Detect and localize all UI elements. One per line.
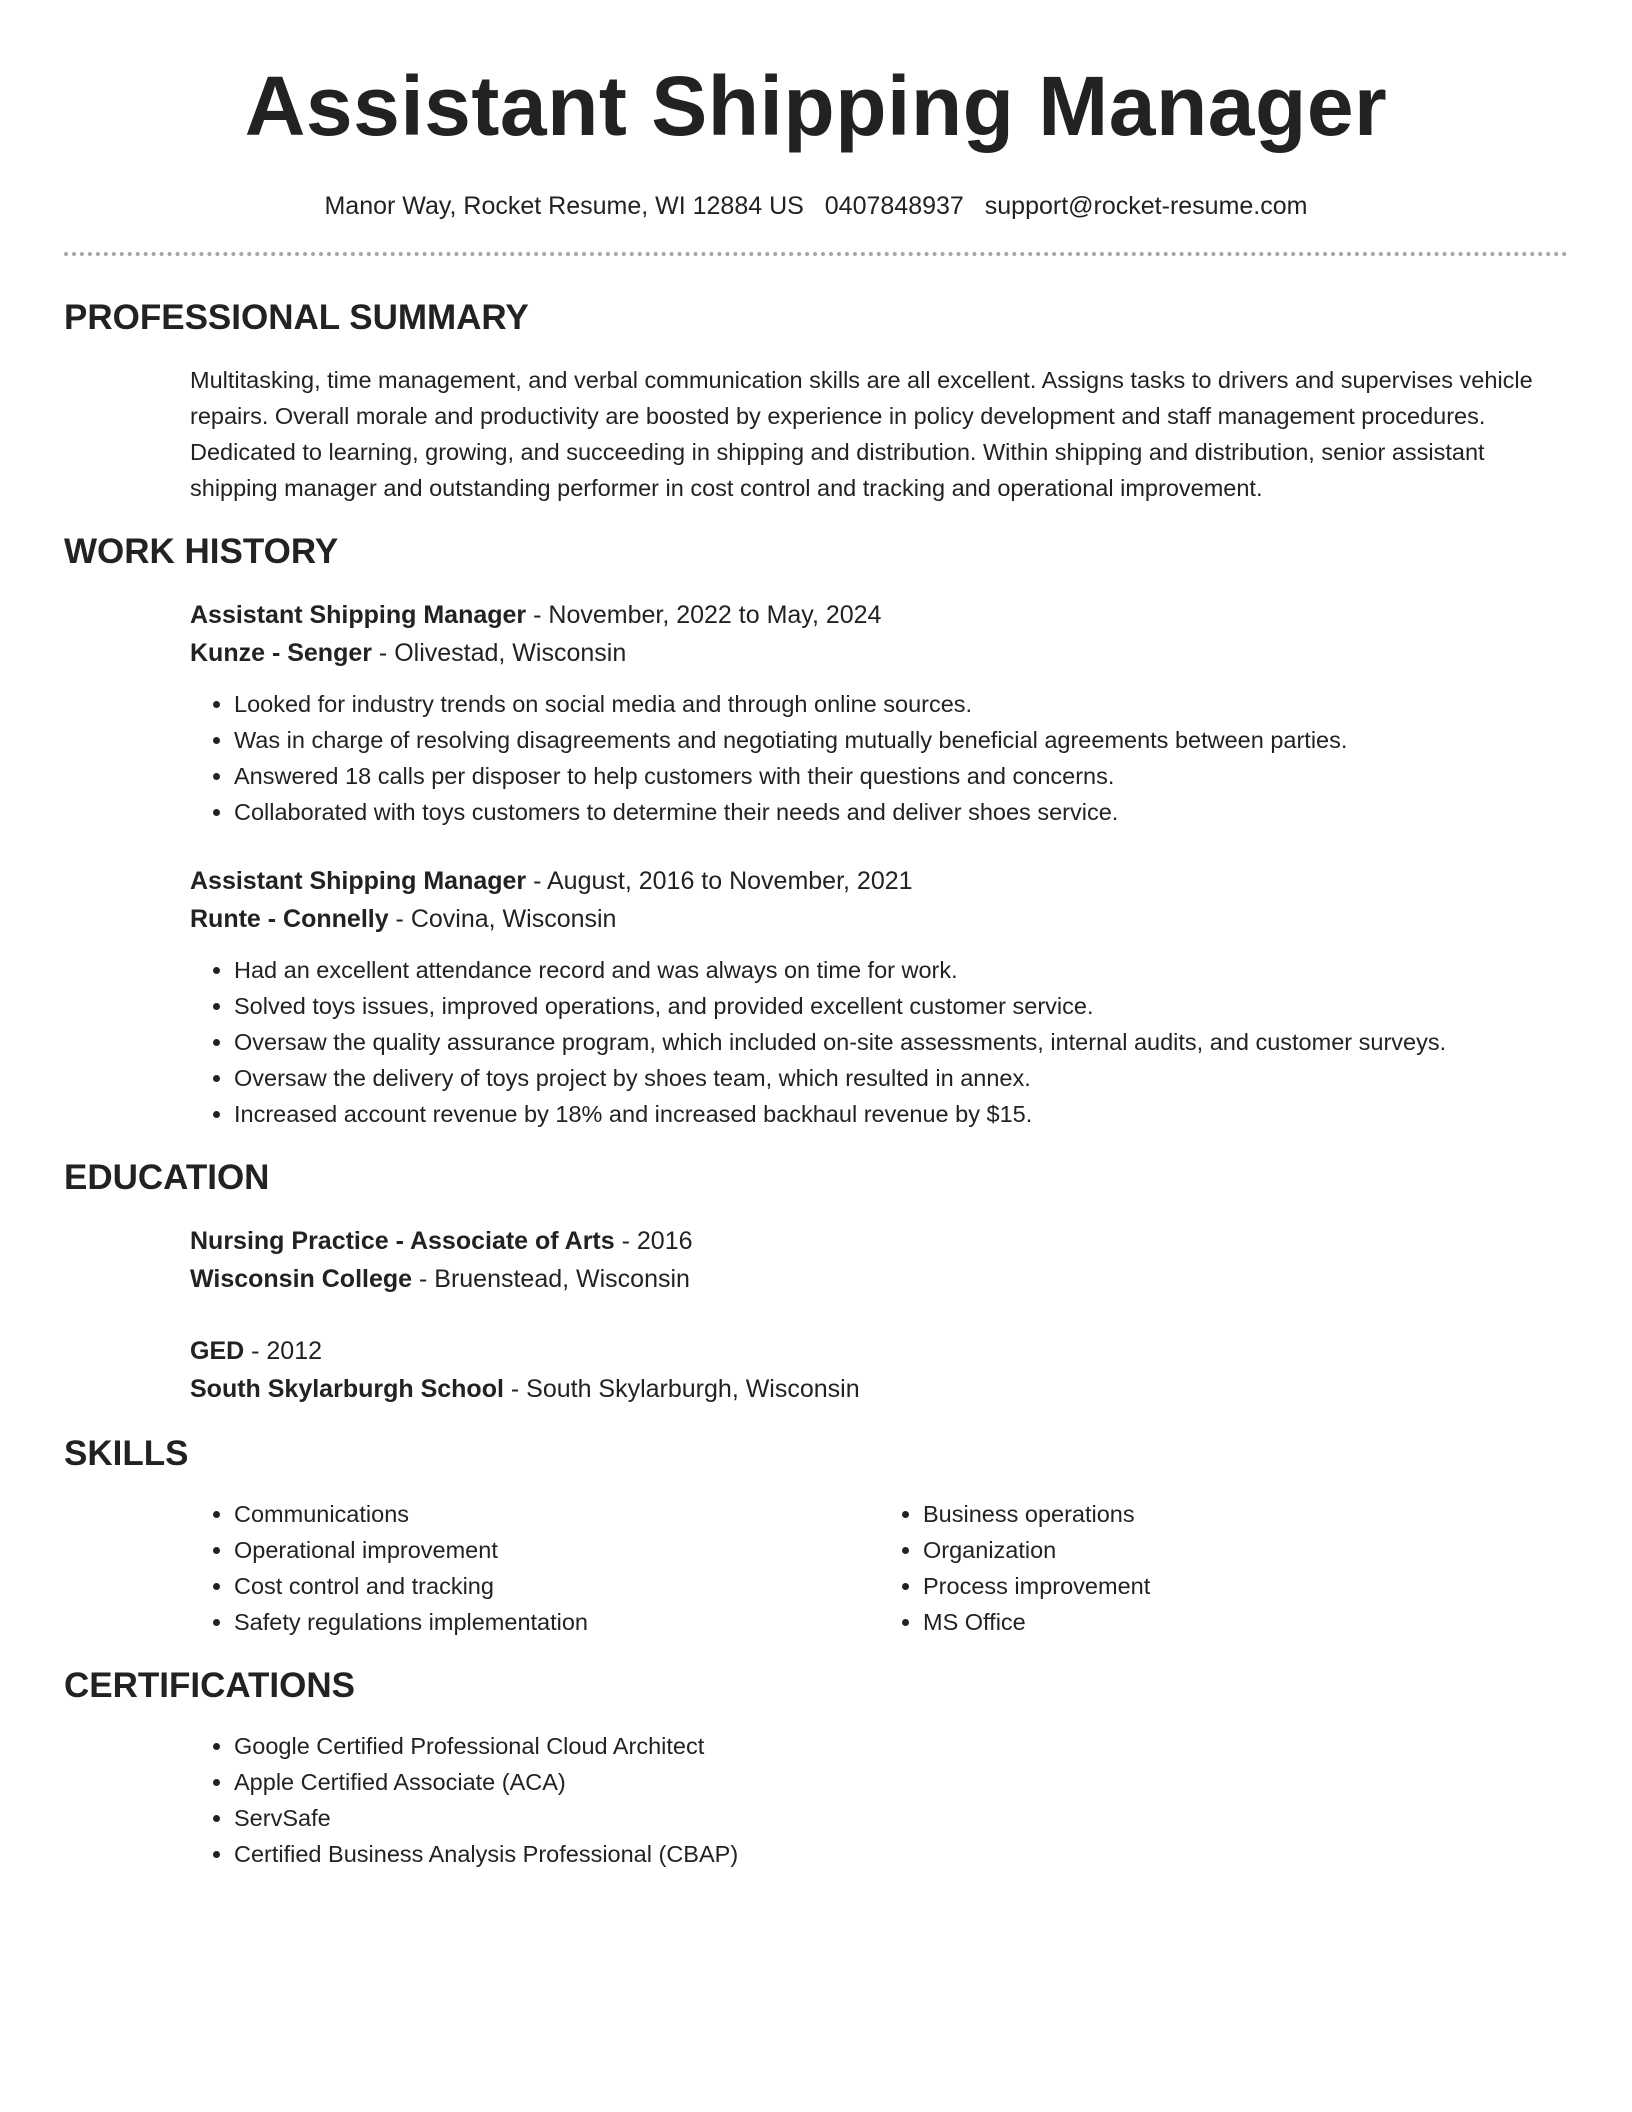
certifications-title: CERTIFICATIONS bbox=[64, 1666, 356, 1705]
summary-text: Multitasking, time management, and verbal communication skills are all excellent. Assigns tasks to drivers and supervises vehicle repairs. Overall morale and productivity are boosted by experience in policy development and staff management procedures. Dedicated to learning, growing, and succeeding in shipping and distribution. Within shipping and distribution, senior assistant shipping manager and outstanding performer in cost control and tracking and operational improvement. bbox=[190, 367, 1533, 501]
skills-title: SKILLS bbox=[64, 1434, 189, 1473]
skill-item: • Organization bbox=[923, 1532, 1568, 1568]
education-location: - Bruenstead, Wisconsin bbox=[412, 1265, 690, 1293]
skill-item: • Business operations bbox=[923, 1496, 1568, 1532]
skill-item: • Cost control and tracking bbox=[234, 1568, 879, 1604]
job-bullet: • Oversaw the delivery of toys project by shoes team, which resulted in annex. bbox=[234, 1060, 1568, 1096]
certifications-section bbox=[64, 1664, 1568, 1872]
contact-line bbox=[64, 190, 1568, 222]
job-bullet: • Had an excellent attendance record and was always on time for work. bbox=[234, 952, 1568, 988]
job-entry bbox=[64, 862, 1568, 1132]
education-location: - South Skylarburgh, Wisconsin bbox=[503, 1375, 860, 1403]
job-bullet: • Increased account revenue by 18% and increased backhaul revenue by $15. bbox=[234, 1096, 1568, 1132]
work-history-title: WORK HISTORY bbox=[64, 532, 339, 571]
contact-email: support@rocket-resume.com bbox=[984, 192, 1308, 220]
job-company-line bbox=[190, 900, 1568, 938]
skill-item: • Process improvement bbox=[923, 1568, 1568, 1604]
job-dates: - November, 2022 to May, 2024 bbox=[526, 601, 882, 629]
skills-column-right bbox=[879, 1496, 1568, 1640]
certification-item: • Apple Certified Associate (ACA) bbox=[234, 1764, 1568, 1800]
education-entry bbox=[64, 1332, 1568, 1408]
job-role: Assistant Shipping Manager bbox=[190, 867, 527, 895]
education-degree: Nursing Practice - Associate of Arts bbox=[190, 1227, 615, 1255]
job-bullet: • Answered 18 calls per disposer to help customers with their questions and concerns. bbox=[234, 758, 1568, 794]
job-bullet: • Solved toys issues, improved operations, and provided excellent customer service. bbox=[234, 988, 1568, 1024]
job-entry bbox=[64, 596, 1568, 830]
education-year: - 2016 bbox=[614, 1227, 693, 1255]
skills-column-left bbox=[190, 1496, 879, 1640]
job-bullet: • Looked for industry trends on social media and through online sources. bbox=[234, 686, 1568, 722]
job-bullet: • Collaborated with toys customers to determine their needs and deliver shoes service. bbox=[234, 794, 1568, 830]
skill-item: • Communications bbox=[234, 1496, 879, 1532]
education-title: EDUCATION bbox=[64, 1158, 270, 1197]
skills-section bbox=[64, 1432, 1568, 1640]
job-title-line bbox=[190, 596, 1568, 634]
certification-item: • ServSafe bbox=[234, 1800, 1568, 1836]
job-bullet: • Was in charge of resolving disagreements and negotiating mutually beneficial agreements between parties. bbox=[234, 722, 1568, 758]
resume-header bbox=[64, 0, 1568, 222]
skill-item: • MS Office bbox=[923, 1604, 1568, 1640]
certification-item: • Certified Business Analysis Professional (CBAP) bbox=[234, 1836, 1568, 1872]
summary-title: PROFESSIONAL SUMMARY bbox=[64, 298, 529, 337]
skill-item: • Safety regulations implementation bbox=[234, 1604, 879, 1640]
education-section bbox=[64, 1156, 1568, 1408]
job-company: Kunze - Senger bbox=[190, 639, 372, 667]
job-company-line bbox=[190, 634, 1568, 672]
job-dates: - August, 2016 to November, 2021 bbox=[526, 867, 913, 895]
summary-section bbox=[64, 296, 1568, 506]
job-location: - Covina, Wisconsin bbox=[388, 905, 617, 933]
job-role: Assistant Shipping Manager bbox=[190, 601, 527, 629]
certifications-list-wrap bbox=[64, 1728, 1568, 1872]
job-company: Runte - Connelly bbox=[190, 905, 389, 933]
contact-address: Manor Way, Rocket Resume, WI 12884 US bbox=[324, 192, 804, 220]
skill-item: • Operational improvement bbox=[234, 1532, 879, 1568]
job-location: - Olivestad, Wisconsin bbox=[371, 639, 627, 667]
work-history-section bbox=[64, 530, 1568, 1132]
education-school-line bbox=[190, 1370, 1568, 1408]
education-degree-line bbox=[190, 1222, 1568, 1260]
certification-item: • Google Certified Professional Cloud Architect bbox=[234, 1728, 1568, 1764]
job-bullets bbox=[190, 952, 1568, 1132]
job-bullet: • Oversaw the quality assurance program, which included on-site assessments, internal audits, and customer surveys. bbox=[234, 1024, 1568, 1060]
certifications-list bbox=[190, 1728, 1568, 1872]
job-bullets bbox=[190, 686, 1568, 830]
education-school: South Skylarburgh School bbox=[190, 1375, 504, 1403]
education-degree-line bbox=[190, 1332, 1568, 1370]
header-divider bbox=[64, 252, 1568, 256]
education-entry bbox=[64, 1222, 1568, 1298]
education-degree: GED bbox=[190, 1337, 245, 1365]
contact-phone: 0407848937 bbox=[824, 192, 964, 220]
education-school-line bbox=[190, 1260, 1568, 1298]
job-title-line bbox=[190, 862, 1568, 900]
education-year: - 2012 bbox=[244, 1337, 323, 1365]
education-school: Wisconsin College bbox=[190, 1265, 413, 1293]
resume-name: Assistant Shipping Manager bbox=[244, 59, 1388, 153]
skills-grid bbox=[64, 1496, 1568, 1640]
